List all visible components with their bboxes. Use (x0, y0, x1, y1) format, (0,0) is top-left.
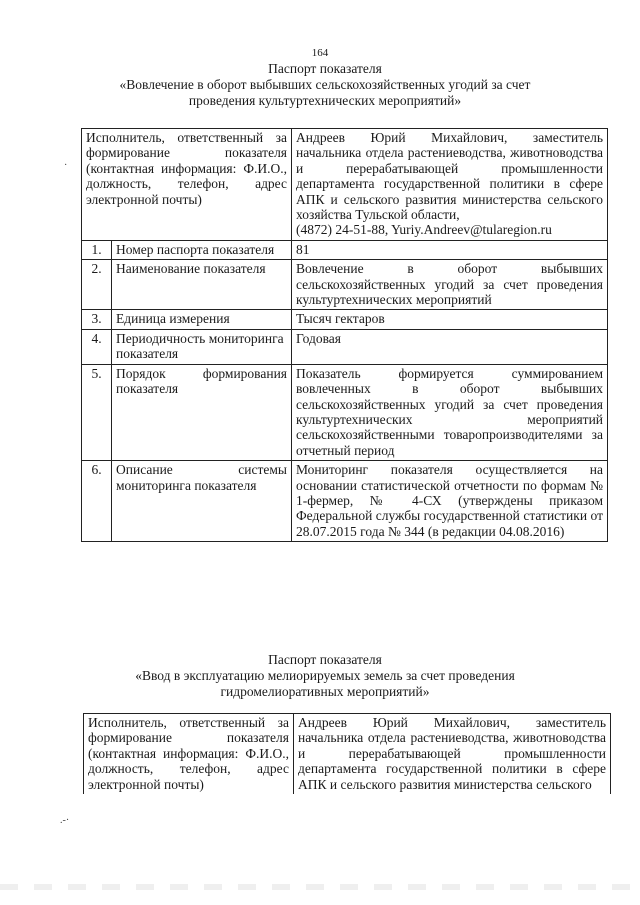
table-row (84, 714, 611, 795)
passport-2-title (60, 652, 590, 700)
scan-artifact (0, 884, 640, 890)
passport-1-title-line1: «Вовлечение в оборот выбывших сельскохозяйственных угодий за счет (119, 77, 531, 92)
executor-value-cell (292, 129, 608, 241)
row-number: 3. (82, 310, 112, 329)
table-row (82, 260, 608, 310)
passport-2-title-line1: «Ввод в эксплуатацию мелиорируемых земель за счет проведения (135, 668, 515, 683)
table-row (82, 129, 608, 241)
executor-label: Исполнитель, ответственный за формирование показателя (контактная информация: Ф.И.О., должность, телефон, адрес электронной почты) (82, 129, 292, 241)
row-number: 1. (82, 240, 112, 259)
row-number: 6. (82, 461, 112, 542)
table-row (82, 329, 608, 364)
row-value: 81 (292, 240, 608, 259)
table-row (82, 240, 608, 259)
executor-contact: (4872) 24-51-88, Yuriy.Andreev@tularegion.ru (296, 222, 552, 238)
executor-value: Андреев Юрий Михайлович, заместитель начальника отдела растениеводства, животноводства и перерабатывающей промышленности департамента государственной политики в сфере АПК и сельского развития министерства сельского (294, 714, 611, 795)
executor-value: Андреев Юрий Михайлович, заместитель начальника отдела растениеводства, животноводства и перерабатывающей промышленности департамента государственной политики в сфере АПК и сельского развития министерства сельского хозяйства Тульской области, (296, 130, 604, 223)
passport-1-table (81, 128, 608, 542)
table-row (82, 310, 608, 329)
table-row (82, 461, 608, 542)
row-value: Вовлечение в оборот выбывших сельскохозяйственных угодий за счет проведения культуртехнических мероприятий (292, 260, 608, 310)
row-number: 2. (82, 260, 112, 310)
row-value: Показатель формируется суммированием вовлеченных в оборот выбывших сельскохозяйственных угодий за счет проведения культуртехнических мероприятий сельскохозяйственными товаропроизводителями за отчетный период (292, 364, 608, 460)
row-label: Единица измерения (112, 310, 292, 329)
row-value: Мониторинг показателя осуществляется на основании статистической отчетности по формам № 1-фермер, № 4-СХ (утверждены приказом Федеральной службы государственной статистики от 28.07.2015 года № 344 (в редакции 04.08.2016) (292, 461, 608, 542)
passport-1-title (60, 61, 590, 109)
row-number: 5. (82, 364, 112, 460)
row-label: Порядок формирования показателя (112, 364, 292, 460)
row-label: Наименование показателя (112, 260, 292, 310)
executor-label: Исполнитель, ответственный за формирование показателя (контактная информация: Ф.И.О., должность, телефон, адрес электронной почты) (84, 714, 294, 795)
page-number: 164 (311, 47, 329, 59)
table-row (82, 364, 608, 460)
row-value: Годовая (292, 329, 608, 364)
margin-mark: .-· (60, 815, 70, 826)
passport-2-heading: Паспорт показателя (268, 652, 382, 667)
passport-2-table (83, 713, 611, 794)
margin-mark: · (64, 160, 68, 171)
passport-1-heading: Паспорт показателя (268, 61, 382, 76)
passport-1-title-line2: проведения культуртехнических мероприятий» (188, 93, 462, 108)
row-label: Описание системы мониторинга показателя (112, 461, 292, 542)
passport-2-title-line2: гидромелиоративных мероприятий» (220, 684, 430, 699)
row-value: Тысяч гектаров (292, 310, 608, 329)
row-label: Номер паспорта показателя (112, 240, 292, 259)
row-label: Периодичность мониторинга показателя (112, 329, 292, 364)
row-number: 4. (82, 329, 112, 364)
